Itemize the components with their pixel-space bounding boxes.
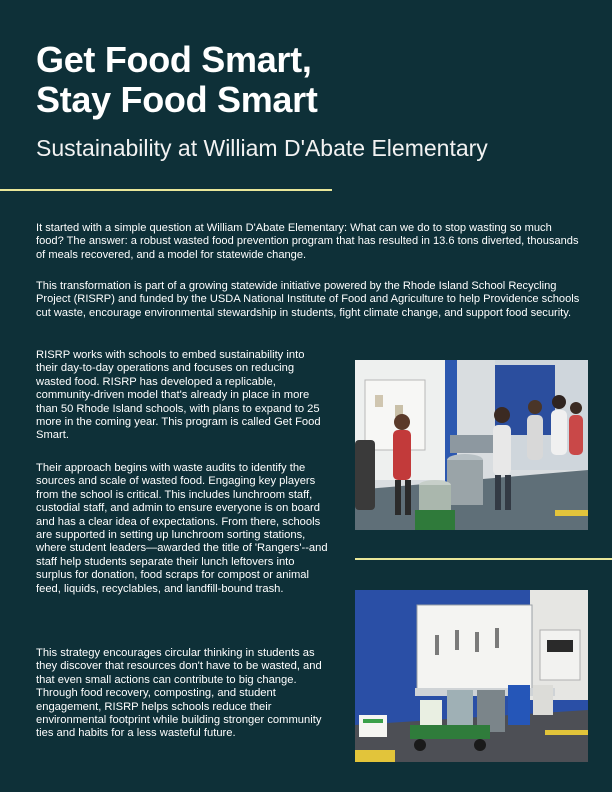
section-divider: [355, 558, 612, 560]
title-line-2: Stay Food Smart: [36, 79, 318, 120]
intro-paragraph: It started with a simple question at William D'Abate Elementary: What can we do to stop wasting so much food? The answer: a robust wasted food prevention program that has resulted in 13.6 tons diverted, thousands of meals recovered, and a model for statewide change.: [36, 222, 579, 261]
approach-paragraph: Their approach begins with waste audits to identify the sources and scale of wasted food. Engaging key players from the school is critical. This includes lunchroom staff, custodial staff, and admin to ensure everyone is on board and has a clear idea of expectations. From there, schools are supported in setting up lunchroom sorting stations, where student leaders—awarded the title of 'Rangers'--and staff help students separate their lunch leftovers into surplus for donation, food scraps for compost or animal feed, liquids, recyclables, and landfill-bound trash.: [36, 462, 328, 595]
sorting-station-photo: [355, 590, 588, 762]
risrp-paragraph: RISRP works with schools to embed sustainability into their day-to-day operations and focuses on reducing wasted food. RISRP has developed a replicable, community-driven model that's already in place in more than 50 Rhode Island schools, with plans to expand to 25 more in the coming year. This program is called Get Food Smart.: [36, 349, 321, 442]
header-divider: [0, 189, 332, 191]
page-subtitle: Sustainability at William D'Abate Elementary: [36, 135, 488, 161]
lunchroom-sorting-photo: [355, 360, 588, 530]
initiative-paragraph: This transformation is part of a growing statewide initiative powered by the Rhode Island School Recycling Project (RISRP) and funded by the USDA National Institute of Food and Agriculture to help Providence schools cut waste, encourage environmental stewardship in students, fight climate change, and support food security.: [36, 280, 580, 319]
strategy-paragraph: This strategy encourages circular thinking in students as they discover that resources don't have to be wasted, and that even small actions can contribute to big change. Through food recovery, composting, and student engagement, RISRP helps schools reduce their environmental footprint while building stronger community ties and habits for a less wasteful future.: [36, 647, 322, 740]
page-title: [36, 40, 318, 120]
title-line-1: Get Food Smart,: [36, 39, 312, 80]
